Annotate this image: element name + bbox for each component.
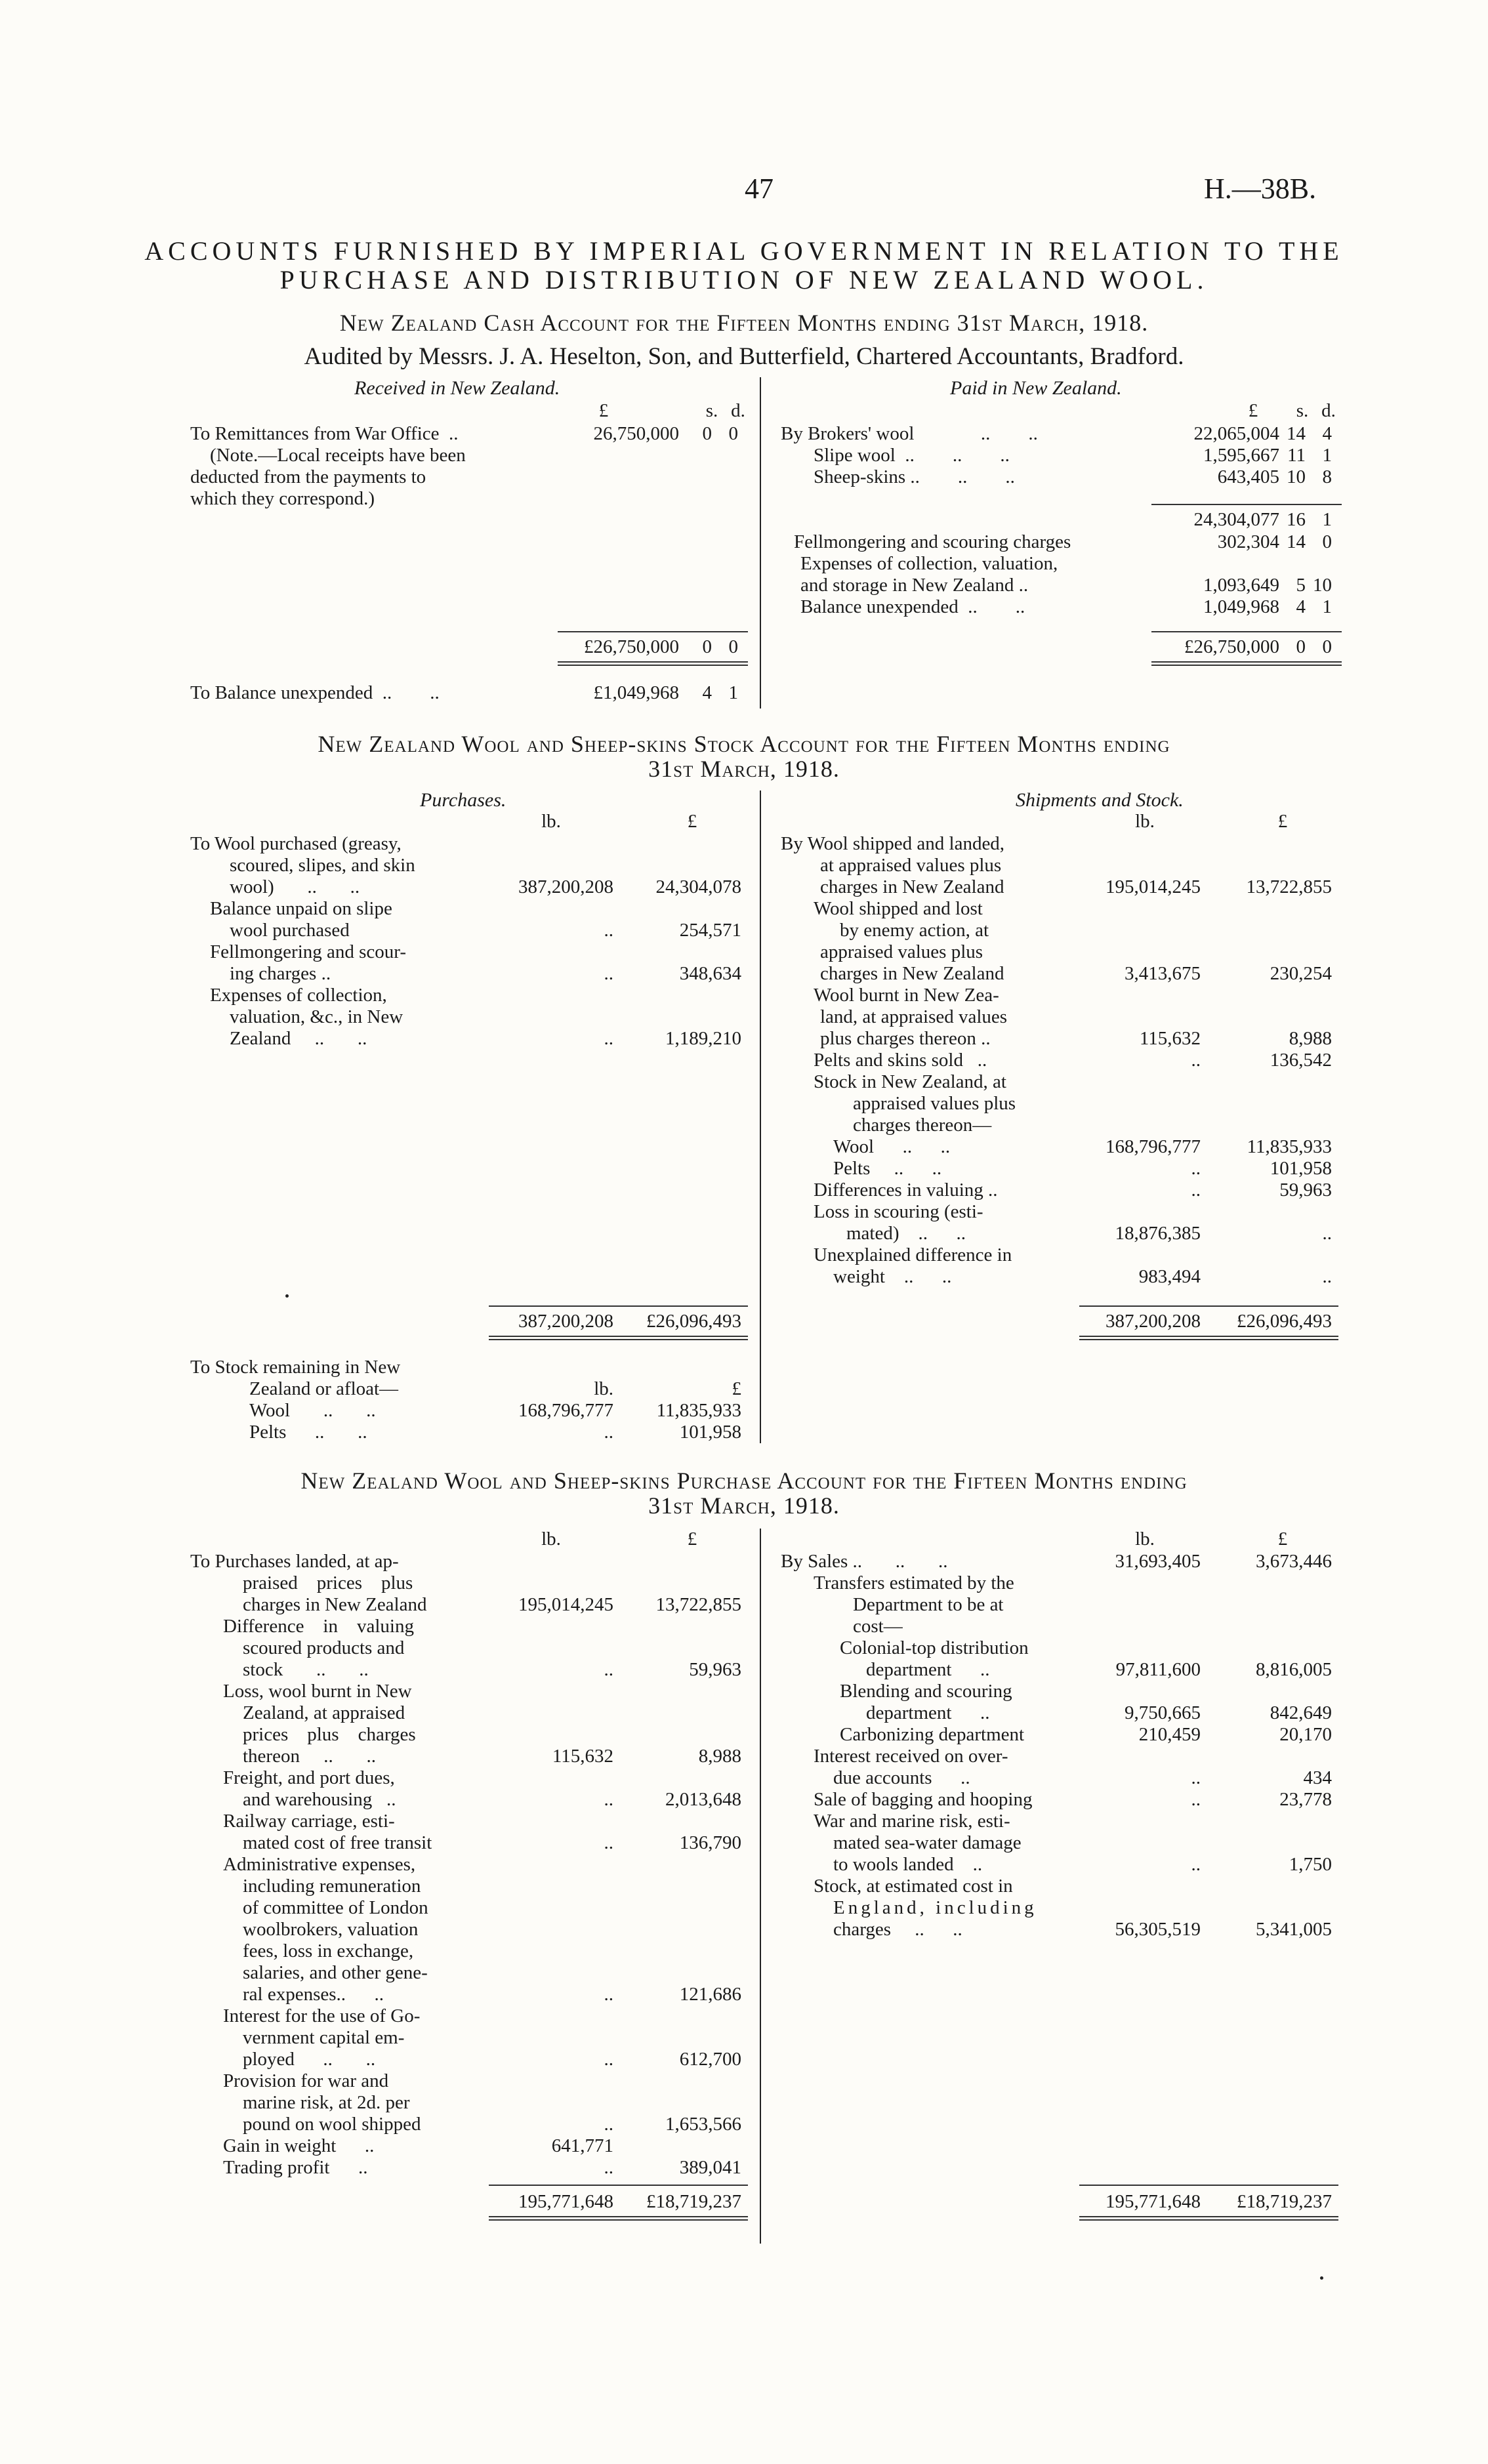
amount-lb: .. [604,1789,613,1810]
stock-divider [760,791,761,1443]
document-code: H.—38B. [1204,173,1317,205]
page-title-line2: PURCHASE AND DISTRIBUTION OF NEW ZEALAND WOOL. [279,265,1209,295]
rule [558,631,748,632]
amount-pounds: 121,686 [679,1984,741,2005]
amount-lb: 641,771 [551,2135,613,2156]
amount-pounds: 1,653,566 [665,2114,741,2135]
amount-lb: 18,876,385 [1115,1223,1201,1244]
entry-label: appraised values plus [820,941,983,962]
entry-label: Slipe wool .. .. .. [814,445,1010,466]
entry-label: department .. [866,1659,990,1680]
entry-label: Stock in New Zealand, at [814,1071,1006,1092]
amount-shillings: 14 [1287,423,1306,444]
entry-label: By Wool shipped and landed, [781,833,1005,854]
amount-lb: 115,632 [1139,1028,1201,1049]
entry-label: to wools landed .. [833,1854,983,1875]
amount-pounds: 24,304,078 [655,876,741,897]
entry-label: Transfers estimated by the [814,1572,1014,1593]
entry-label: and warehousing .. [243,1789,396,1810]
entry-label: mated) .. .. [846,1223,966,1244]
entry-label: thereon .. .. [243,1746,376,1767]
amount-lb: .. [604,920,613,941]
amount-pence: 1 [1322,596,1332,617]
entry-label: appraised values plus [853,1093,1016,1114]
purchase-divider [760,1529,761,2244]
currency-pound: £ [1248,400,1258,421]
total-lb: 195,771,648 [1106,2191,1201,2212]
amount-pounds: 8,988 [1289,1028,1332,1049]
entry-label: Fellmongering and scouring charges [794,531,1071,552]
unit-pound: £ [687,1529,697,1550]
total-lb: 387,200,208 [518,1311,613,1332]
entry-label: Provision for war and [223,2070,389,2091]
amount-pounds: 842,649 [1270,1702,1332,1723]
currency-pound: £ [598,400,609,421]
amount-pounds: 20,170 [1279,1724,1332,1745]
cash-divider [760,377,761,708]
amount-pounds: 1,093,649 [1203,575,1279,596]
amount-lb: .. [604,1832,613,1853]
entry-label: pound on wool shipped [243,2114,421,2135]
amount-pounds: 1,189,210 [665,1028,741,1049]
amount-pounds: 1,049,968 [1203,596,1279,617]
entry-label: Wool .. .. [833,1136,951,1157]
amount-pence: 1 [1322,445,1332,466]
unit-pound: £ [1277,811,1288,832]
total-pounds: £26,096,493 [646,1311,741,1332]
entry-label: prices plus charges [243,1724,416,1745]
amount-pounds: 8,816,005 [1256,1659,1332,1680]
entry-label: wool purchased [230,920,350,941]
entry-label: praised prices plus [243,1572,413,1593]
entry-label: Sheep-skins .. .. .. [814,466,1015,487]
amount-lb: 3,413,675 [1125,963,1201,984]
amount-lb: 195,014,245 [1106,876,1201,897]
entry-label: cost— [853,1616,903,1637]
currency-shilling: s. [705,400,718,421]
amount-pounds: 11,835,933 [1247,1136,1332,1157]
total-pence: 0 [728,636,738,657]
entry-label: Wool shipped and lost [814,898,983,919]
amount-lb: .. [604,1984,613,2005]
unit-pound: £ [687,811,697,832]
entry-label: Expenses of collection, valuation, [800,553,1058,574]
entry-label: Sale of bagging and hooping [814,1789,1033,1810]
amount-pounds: £ [732,1378,741,1399]
entry-label: charges in New Zealand [243,1594,427,1615]
entry-label: charges in New Zealand [820,963,1004,984]
amount-lb: .. [1191,1050,1201,1071]
amount-pounds: 389,041 [679,2157,741,2178]
amount-pounds: 22,065,004 [1193,423,1279,444]
entry-label: ing charges .. [230,963,331,984]
amount-pounds: 434 [1303,1767,1332,1788]
double-rule [558,661,748,666]
entry-label: woolbrokers, valuation [243,1919,419,1940]
amount-pence: 0 [1322,531,1332,552]
stock-left-head: Purchases. [420,789,506,811]
amount-pounds: 1,750 [1289,1854,1332,1875]
purchase-account-heading1: New Zealand Wool and Sheep-skins Purchase Account for the Fifteen Months ending [300,1468,1188,1494]
rule [1151,504,1342,505]
amount-pence: 1 [1322,509,1332,530]
entry-label: of committee of London [243,1897,428,1918]
entry-label: mated sea-water damage [833,1832,1022,1853]
amount-pounds: 643,405 [1217,466,1279,487]
entry-label: salaries, and other gene- [243,1962,428,1983]
entry-label: charges in New Zealand [820,876,1004,897]
amount-lb: 115,632 [552,1746,613,1767]
amount-pounds: 2,013,648 [665,1789,741,1810]
amount-pounds: 24,304,077 [1193,509,1279,530]
amount-pence: 10 [1313,575,1332,596]
entry-label: To Wool purchased (greasy, [190,833,402,854]
entry-label: Pelts and skins sold .. [814,1050,987,1071]
total-lb: 387,200,208 [1106,1311,1201,1332]
cash-left-head: Received in New Zealand. [354,377,560,399]
amount-pounds: .. [1322,1266,1332,1287]
amount-lb: .. [1191,1158,1201,1179]
entry-label: Zealand or afloat— [249,1378,399,1399]
entry-label: Difference in valuing [223,1616,414,1637]
rule [489,2185,748,2186]
entry-label: Loss in scouring (esti- [814,1201,983,1222]
entry-label: ral expenses.. .. [243,1984,384,2005]
entry-label: at appraised values plus [820,855,1002,876]
entry-label: England, including [833,1897,1037,1918]
amount-pounds: 59,963 [1279,1180,1332,1201]
entry-label: including remuneration [243,1876,421,1897]
amount-pounds: 101,958 [1270,1158,1332,1179]
entry-label: Interest for the use of Go- [223,2005,421,2026]
entry-label: due accounts .. [833,1767,970,1788]
entry-label: Zealand, at appraised [243,1702,405,1723]
entry-label: Trading profit .. [223,2157,368,2178]
amount-shillings: 5 [1296,575,1306,596]
amount-lb: .. [604,1659,613,1680]
rule [1079,2185,1338,2186]
amount-lb: 97,811,600 [1115,1659,1201,1680]
amount-pounds: 348,634 [679,963,741,984]
amount-pounds: £26,750,000 [1184,636,1279,657]
stock-right-head: Shipments and Stock. [1016,789,1184,811]
amount-pounds: 3,673,446 [1256,1551,1332,1572]
amount-lb: 210,459 [1138,1724,1201,1745]
stray-mark [1320,2276,1323,2280]
entry-label: By Sales .. .. .. [781,1551,948,1572]
entry-label: Balance unpaid on slipe [210,898,392,919]
amount-pence: 4 [1322,423,1332,444]
entry-label: Unexplained difference in [814,1244,1012,1265]
audit-note: Audited by Messrs. J. A. Heselton, Son, and Butterfield, Chartered Accountants, Bradford. [304,343,1184,370]
currency-pence: d. [731,400,745,421]
entry-label: valuation, &c., in New [230,1006,403,1027]
amount-lb: 168,796,777 [518,1400,613,1421]
entry-label: ployed .. .. [243,2049,376,2070]
entry-label: Colonial-top distribution [840,1637,1029,1658]
entry-label: and storage in New Zealand .. [800,575,1029,596]
double-rule [489,2216,748,2221]
entry-label: wool) .. .. [230,876,360,897]
entry-label: Balance unexpended .. .. [800,596,1025,617]
unit-lb: lb. [541,811,561,832]
entry-label: Loss, wool burnt in New [223,1681,412,1702]
entry-label: land, at appraised values [820,1006,1008,1027]
entry-label: charges thereon— [853,1115,992,1136]
entry-label: (Note.—Local receipts have been [210,445,466,466]
amount-pounds: 59,963 [689,1659,741,1680]
entry-label: To Stock remaining in New [190,1357,401,1378]
entry-label: Pelts .. .. [833,1158,942,1179]
entry-label: Wool burnt in New Zea- [814,985,999,1006]
entry-label: scoured, slipes, and skin [230,855,415,876]
cash-account-heading: New Zealand Cash Account for the Fifteen Months ending 31st March, 1918. [339,310,1149,336]
unit-pound: £ [1277,1529,1288,1550]
entry-label: weight .. .. [833,1266,952,1287]
balance-pounds: £1,049,968 [593,682,679,703]
purchase-account-heading2: 31st March, 1918. [648,1492,840,1519]
page-number: 47 [745,173,774,205]
amount-lb: .. [604,963,613,984]
amount-shillings: 0 [702,423,712,444]
amount-pounds: 13,722,855 [1246,876,1332,897]
amount-lb: 983,494 [1138,1266,1201,1287]
total-shillings: 0 [702,636,712,657]
entry-label: department .. [866,1702,990,1723]
amount-pence: 0 [728,423,738,444]
amount-pounds: 13,722,855 [655,1594,741,1615]
entry-label: Carbonizing department [840,1724,1025,1745]
entry-label: fees, loss in exchange, [243,1940,414,1961]
entry-label: To Balance unexpended .. .. [190,682,440,703]
amount-lb: 387,200,208 [518,876,613,897]
entry-label: By Brokers' wool .. .. [781,423,1038,444]
entry-label: which they correspond.) [190,488,375,509]
double-rule [489,1336,748,1340]
rule [489,1305,748,1307]
entry-label: Interest received on over- [814,1746,1008,1767]
rule [1079,1305,1338,1307]
currency-shilling: s. [1296,400,1309,421]
amount-pence: 8 [1322,466,1332,487]
double-rule [1151,661,1342,666]
total-pounds: £18,719,237 [1237,2191,1332,2212]
amount-pounds: 101,958 [679,1422,741,1443]
stray-mark [285,1294,289,1298]
amount-shillings: 4 [1296,596,1306,617]
unit-lb: lb. [541,1529,561,1550]
amount-lb: .. [1191,1180,1201,1201]
unit-lb: lb. [1135,811,1155,832]
entry-label: To Remittances from War Office .. [190,423,459,444]
amount-pounds: 23,778 [1279,1789,1332,1810]
amount-shillings: 0 [1296,636,1306,657]
entry-label: Freight, and port dues, [223,1767,395,1788]
page-title-line1: ACCOUNTS FURNISHED BY IMPERIAL GOVERNMENT IN RELATION TO THE [144,236,1344,266]
entry-label: Railway carriage, esti- [223,1811,395,1832]
amount-pounds: .. [1322,1223,1332,1244]
cash-right-head: Paid in New Zealand. [950,377,1122,399]
entry-label: To Purchases landed, at ap- [190,1551,399,1572]
amount-lb: 56,305,519 [1115,1919,1201,1940]
amount-lb: .. [1191,1789,1201,1810]
entry-label: plus charges thereon .. [820,1028,991,1049]
balance-pence: 1 [728,682,738,703]
entry-label: marine risk, at 2d. per [243,2092,410,2113]
double-rule [1079,1336,1338,1340]
entry-label: mated cost of free transit [243,1832,432,1853]
amount-pounds: 136,790 [679,1832,741,1853]
amount-pounds: 612,700 [679,2049,741,2070]
entry-label: by enemy action, at [840,920,989,941]
total-pounds: £26,750,000 [584,636,679,657]
amount-lb: .. [1191,1854,1201,1875]
stock-account-heading1: New Zealand Wool and Sheep-skins Stock Account for the Fifteen Months ending [318,731,1170,757]
amount-pounds: 11,835,933 [656,1400,741,1421]
entry-label: Pelts .. .. [249,1422,367,1443]
entry-label: Wool .. .. [249,1400,376,1421]
double-rule [1079,2216,1338,2221]
amount-pounds: 254,571 [679,920,741,941]
entry-label: vernment capital em- [243,2027,405,2048]
entry-label: Blending and scouring [840,1681,1012,1702]
amount-shillings: 16 [1287,509,1306,530]
amount-lb: .. [604,2049,613,2070]
amount-lb: .. [604,2157,613,2178]
amount-pounds: 230,254 [1270,963,1332,984]
entry-label: Expenses of collection, [210,985,387,1006]
entry-label: deducted from the payments to [190,466,426,487]
amount-lb: .. [604,1028,613,1049]
total-pounds: £18,719,237 [646,2191,741,2212]
amount-lb: 9,750,665 [1125,1702,1201,1723]
currency-pence: d. [1321,400,1336,421]
amount-pounds: 26,750,000 [593,423,679,444]
amount-lb: .. [604,2114,613,2135]
amount-lb: 31,693,405 [1115,1551,1201,1572]
unit-lb: lb. [1135,1529,1155,1550]
total-pounds: £26,096,493 [1237,1311,1332,1332]
balance-shillings: 4 [702,682,712,703]
amount-pounds: 1,595,667 [1203,445,1279,466]
amount-lb: .. [1191,1767,1201,1788]
total-lb: 195,771,648 [518,2191,613,2212]
entry-label: Stock, at estimated cost in [814,1876,1013,1897]
amount-pounds: 8,988 [698,1746,741,1767]
amount-pounds: 136,542 [1270,1050,1332,1071]
amount-pounds: 5,341,005 [1256,1919,1332,1940]
amount-shillings: 10 [1287,466,1306,487]
rule [1151,631,1342,632]
amount-lb: 195,014,245 [518,1594,613,1615]
entry-label: Department to be at [853,1594,1004,1615]
amount-shillings: 14 [1287,531,1306,552]
amount-pounds: 302,304 [1217,531,1279,552]
entry-label: scoured products and [243,1637,405,1658]
entry-label: Administrative expenses, [223,1854,416,1875]
entry-label: Fellmongering and scour- [210,941,407,962]
entry-label: Differences in valuing .. [814,1180,998,1201]
amount-lb: lb. [594,1378,613,1399]
entry-label: charges .. .. [833,1919,962,1940]
stock-account-heading2: 31st March, 1918. [648,756,840,782]
amount-pence: 0 [1322,636,1332,657]
entry-label: War and marine risk, esti- [814,1811,1010,1832]
entry-label: stock .. .. [243,1659,369,1680]
amount-lb: 168,796,777 [1106,1136,1201,1157]
amount-lb: .. [604,1422,613,1443]
entry-label: Zealand .. .. [230,1028,367,1049]
entry-label: Gain in weight .. [223,2135,375,2156]
amount-shillings: 11 [1287,445,1306,466]
